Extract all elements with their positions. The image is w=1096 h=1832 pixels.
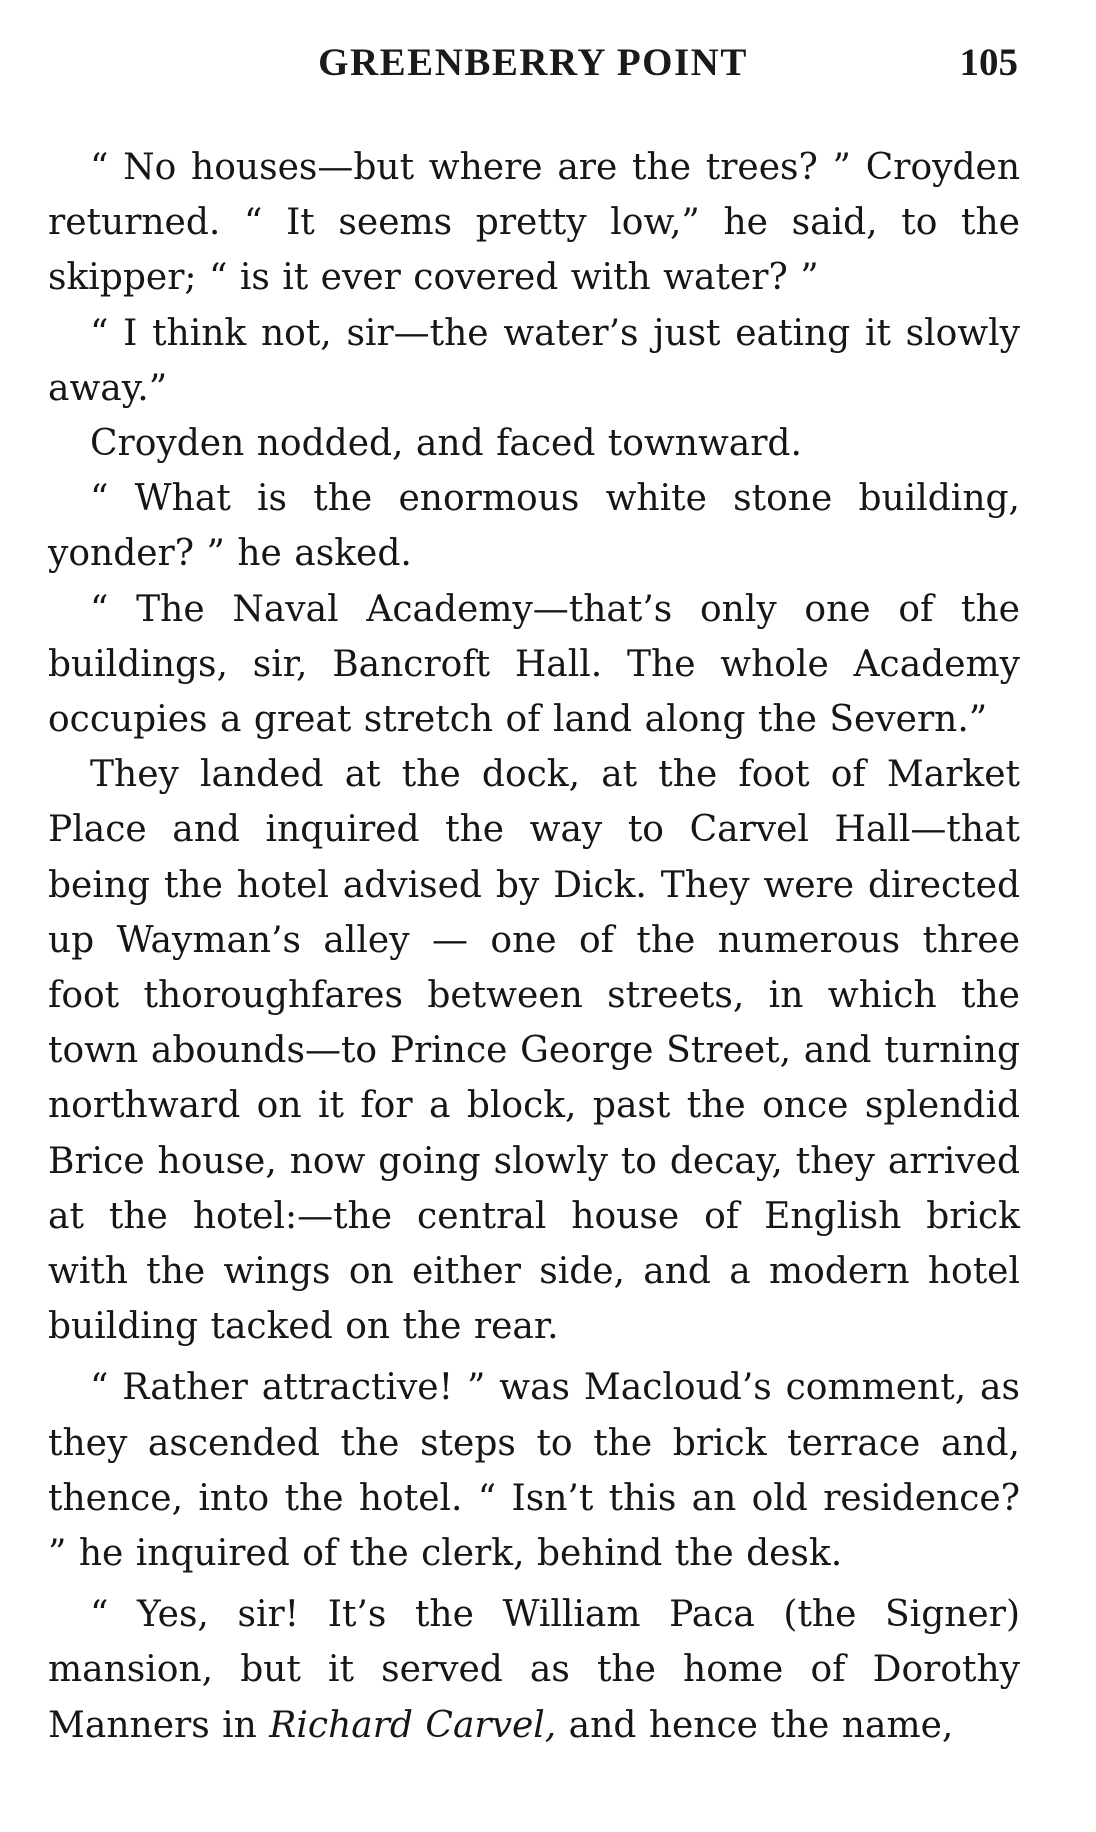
paragraph bbox=[48, 1587, 1020, 1753]
book-title-italic: Richard Carvel, bbox=[269, 1704, 557, 1746]
paragraph: “ Rather attractive! ” was Macloud’s comment, as they ascended the steps to the brick terrace and, thence, into the hotel. “ Isn’t this an old residence? ” he inquired of the clerk, behind the desk. bbox=[48, 1367, 1020, 1575]
page-header bbox=[48, 36, 1018, 92]
running-title: GREENBERRY POINT bbox=[318, 41, 748, 84]
paragraph: “ The Naval Academy—that’s only one of the buildings, sir, Bancroft Hall. The whole Academy occupies a great stretch of land along the Severn.” bbox=[48, 588, 1020, 741]
paragraph: Croyden nodded, and faced townward. bbox=[90, 423, 802, 465]
paragraph-text: and hence the name, bbox=[556, 1704, 954, 1746]
body-text bbox=[48, 140, 1020, 1753]
paragraph-text: “ Yes, sir! It’s the William Paca (the Signer) mansion, but it served as the home of Dorothy Manners in bbox=[48, 1594, 1020, 1746]
paragraph: “ No houses—but where are the trees? ” Croyden returned. “ It seems pretty low,” he said, to the skipper; “ is it ever covered with water? ” bbox=[48, 147, 1020, 299]
paragraph: “ What is the enormous white stone building, yonder? ” he asked. bbox=[48, 478, 1020, 575]
paragraph: “ I think not, sir—the water’s just eating it slowly away.” bbox=[48, 312, 1020, 409]
paragraph: They landed at the dock, at the foot of Market Place and inquired the way to Carvel Hall—that being the hotel advised by Dick. They were directed up Wayman’s alley — one of the numerous three foot thoroughfares between streets, in which the town abounds—to Prince George Street, and turning northward on it for a block, past the once splendid Brice house, now going slowly to decay, they arrived at the hotel:—the central house of English brick with the wings on either side, and a modern hotel building tacked on the rear. bbox=[48, 754, 1020, 1348]
page-number: 105 bbox=[959, 41, 1018, 84]
